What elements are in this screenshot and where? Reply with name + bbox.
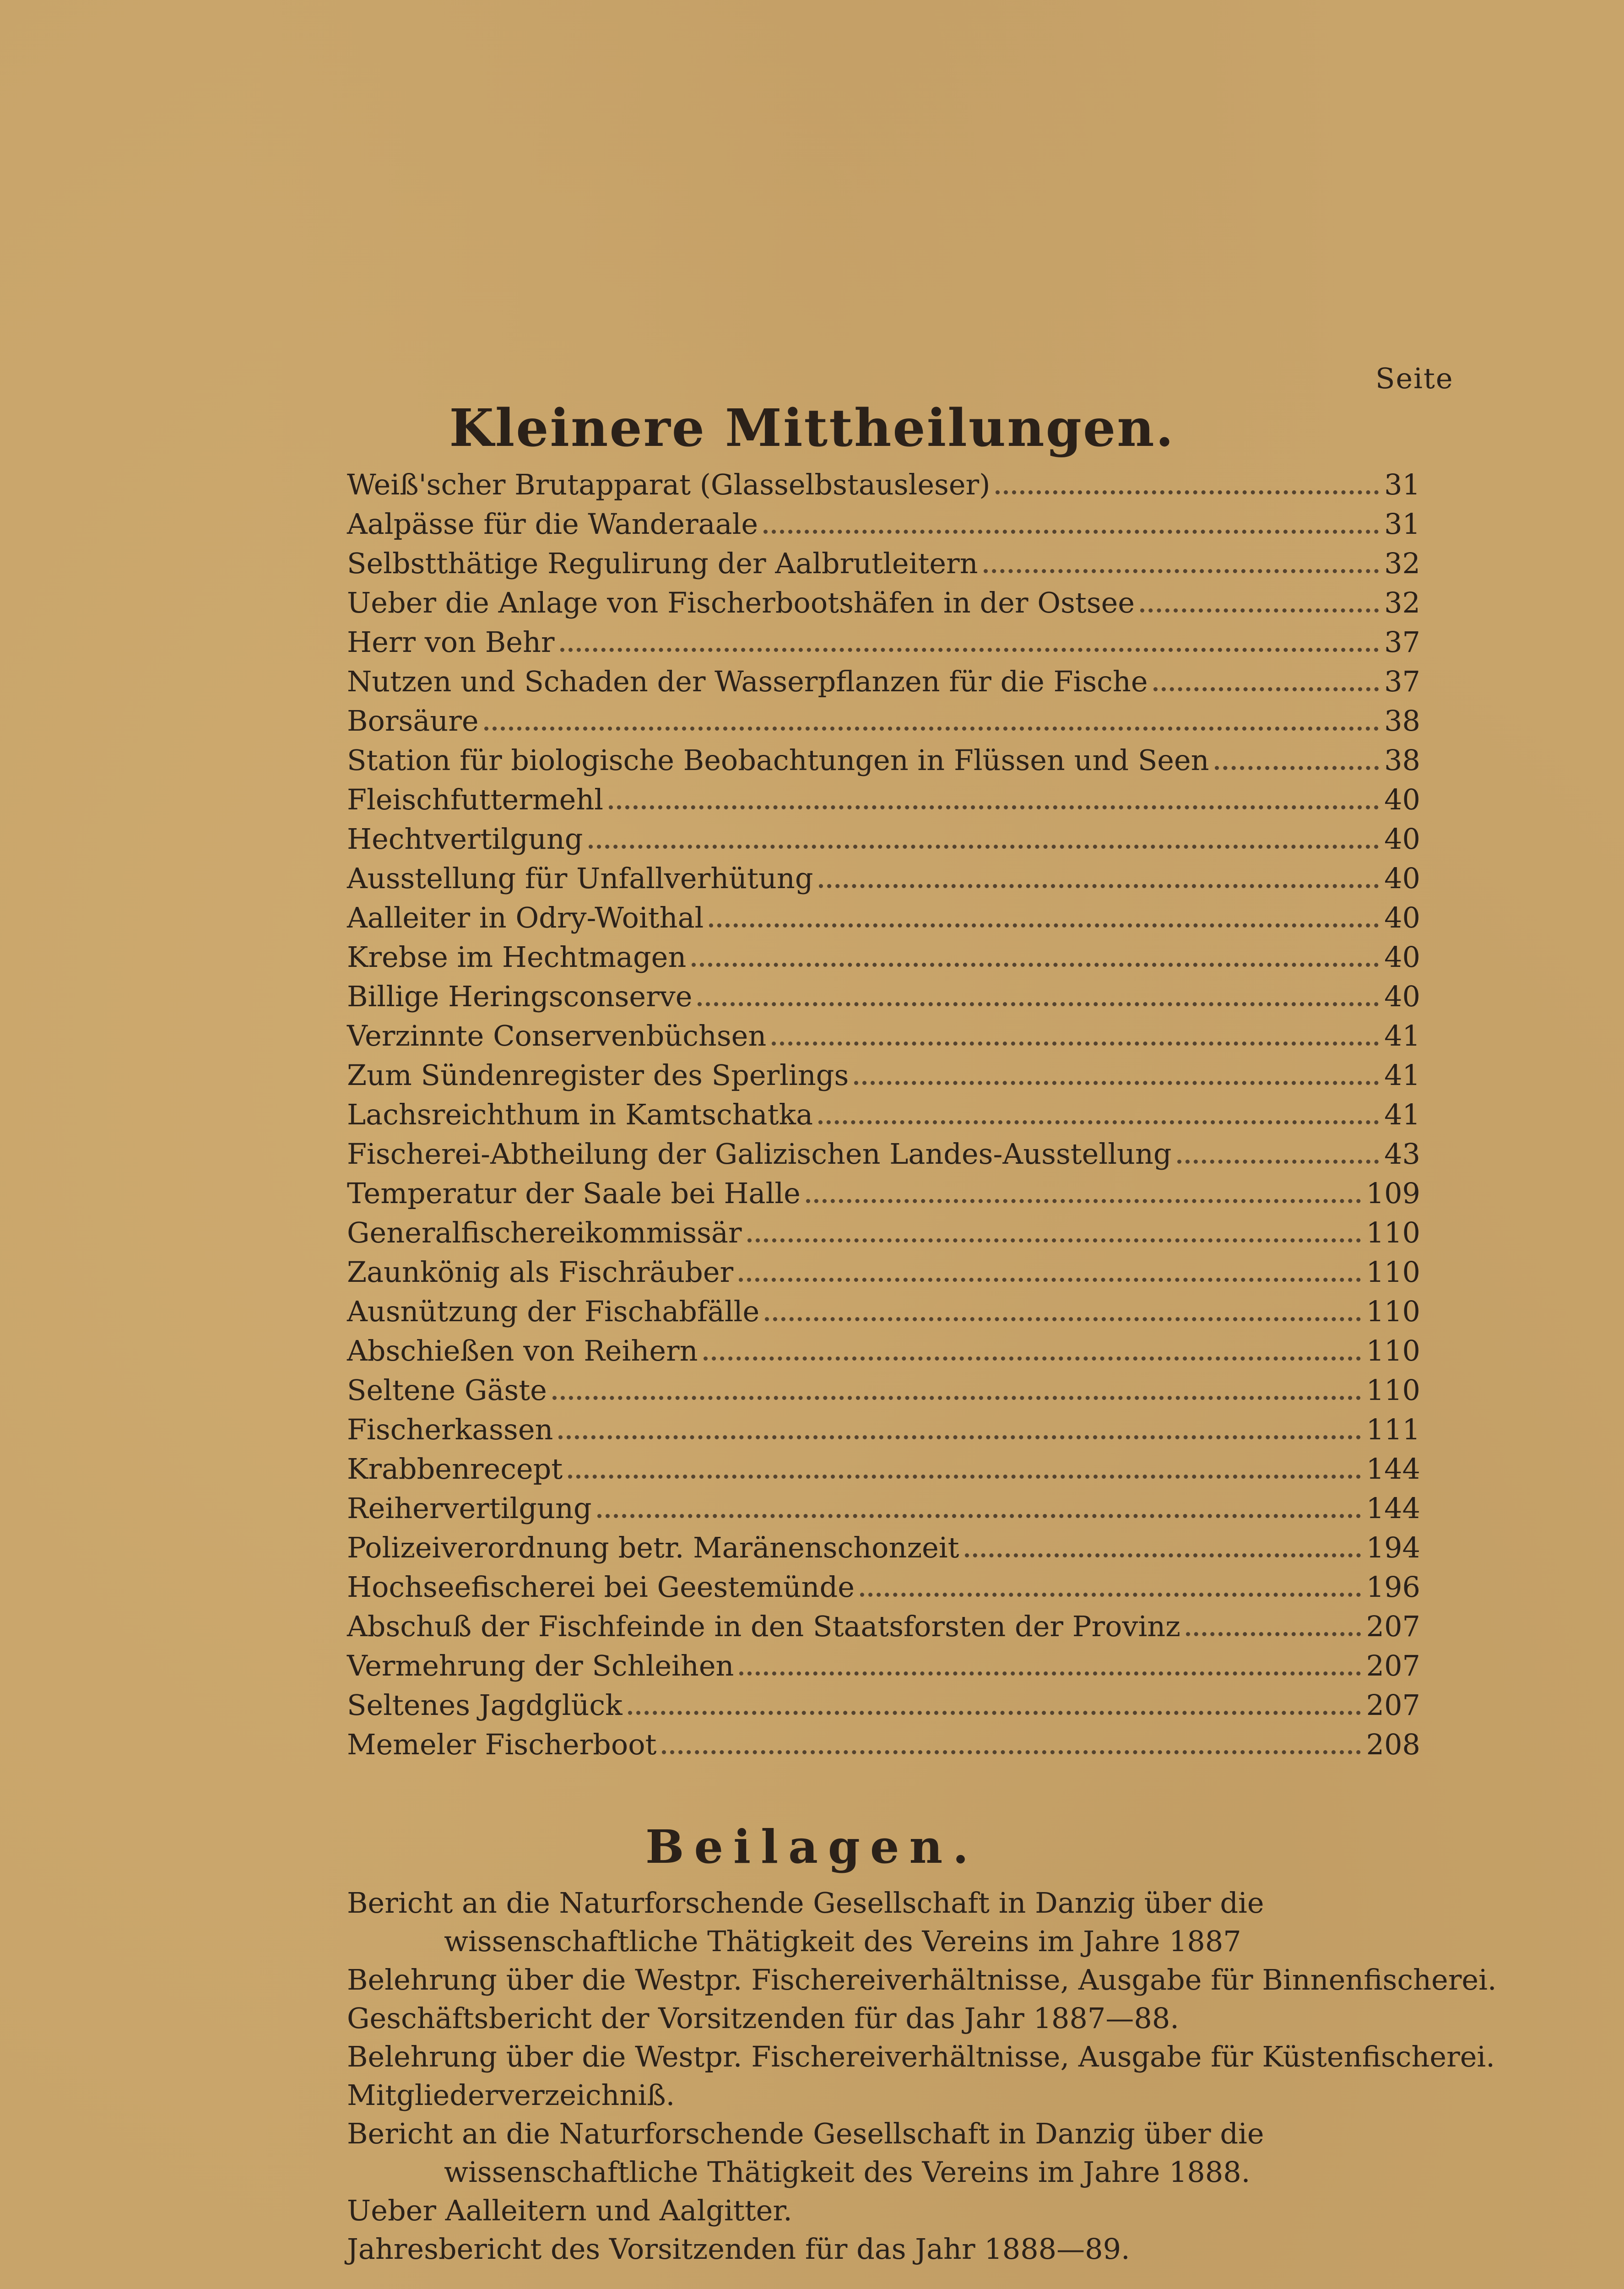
toc-entry-page: 144 [1366, 1452, 1420, 1486]
dot-leader [709, 923, 1379, 928]
toc-entry-page: 40 [1384, 980, 1420, 1013]
toc-entry-title: Ausstellung für Unfallverhütung [347, 862, 813, 895]
toc-entry-page: 40 [1384, 940, 1420, 974]
toc-entry-page: 37 [1384, 625, 1420, 659]
toc-entry-title: Memeler Fischerboot [347, 1728, 657, 1761]
toc-entry-page: 38 [1384, 743, 1420, 777]
toc-entry-title: Zum Sündenregister des Sperlings [347, 1058, 849, 1092]
table-of-contents [347, 465, 1420, 1764]
toc-entry [347, 662, 1420, 701]
toc-entry [347, 859, 1420, 898]
toc-entry-page: 208 [1366, 1728, 1420, 1761]
toc-entry [347, 1095, 1420, 1134]
toc-entry-page: 43 [1384, 1137, 1420, 1171]
toc-entry-page: 40 [1384, 822, 1420, 856]
toc-entry-title: Ueber die Anlage von Fischerbootshäfen in der Ostsee [347, 586, 1135, 619]
dot-leader [558, 1435, 1360, 1439]
dot-leader [854, 1081, 1379, 1085]
toc-entry [347, 1568, 1420, 1607]
dot-leader [589, 845, 1379, 849]
section-title-mittheilungen: Kleinere Mittheilungen. [449, 398, 1175, 458]
toc-entry-title: Ausnützung der Fischabfälle [347, 1295, 760, 1328]
toc-entry-title: Nutzen und Schaden der Wasserpflanzen für die Fische [347, 665, 1148, 698]
toc-entry-title: Weiß'scher Brutapparat (Glasselbstausleser) [347, 468, 991, 501]
toc-entry-title: Aalleiter in Odry-Woithal [347, 901, 704, 934]
toc-entry-title: Hochseefischerei bei Geestemünde [347, 1570, 855, 1604]
toc-entry-page: 110 [1366, 1373, 1420, 1407]
toc-entry-title: Abschuß der Fischfeinde in den Staatsforsten der Provinz [347, 1610, 1180, 1643]
dot-leader [772, 1041, 1379, 1046]
dot-leader [484, 727, 1379, 731]
toc-entry [347, 1331, 1420, 1371]
dot-leader [609, 805, 1379, 809]
toc-entry-page: 196 [1366, 1570, 1420, 1604]
toc-entry-title: Hechtvertilgung [347, 822, 583, 856]
toc-entry-title: Herr von Behr [347, 625, 555, 659]
toc-entry-title: Seltene Gäste [347, 1373, 547, 1407]
toc-entry [347, 504, 1420, 544]
toc-entry [347, 1134, 1420, 1174]
supplement-item: Belehrung über die Westpr. Fischereiverhältnisse, Ausgabe für Binnenfischerei. [347, 1963, 1497, 1996]
toc-entry-page: 31 [1384, 468, 1420, 501]
toc-entry-title: Generalfischereikommissär [347, 1216, 742, 1249]
toc-entry-title: Borsäure [347, 704, 479, 738]
supplement-item: Jahresbericht des Vorsitzenden für das Jahr 1888—89. [347, 2232, 1130, 2266]
dot-leader [819, 884, 1379, 888]
toc-entry [347, 1292, 1420, 1331]
dot-leader [662, 1750, 1360, 1754]
toc-entry-page: 144 [1366, 1492, 1420, 1525]
toc-entry [347, 583, 1420, 623]
toc-entry [347, 819, 1420, 859]
toc-entry-page: 41 [1384, 1058, 1420, 1092]
dot-leader [765, 1317, 1360, 1321]
toc-entry-page: 110 [1366, 1295, 1420, 1328]
toc-entry [347, 1646, 1420, 1686]
toc-entry-title: Lachsreichthum in Kamtschatka [347, 1098, 813, 1131]
supplement-item: Belehrung über die Westpr. Fischereiverhältnisse, Ausgabe für Küstenfischerei. [347, 2040, 1495, 2073]
toc-entry [347, 1725, 1420, 1764]
dot-leader [965, 1553, 1361, 1557]
toc-entry-title: Seltenes Jagdglück [347, 1688, 623, 1722]
dot-leader [747, 1238, 1361, 1242]
dot-leader [860, 1593, 1361, 1597]
toc-entry-title: Fischerkassen [347, 1413, 553, 1446]
supplement-item: Ueber Aalleitern und Aalgitter. [347, 2194, 792, 2227]
toc-entry-title: Temperatur der Saale bei Halle [347, 1177, 801, 1210]
dot-leader [818, 1120, 1379, 1124]
dot-leader [763, 530, 1379, 534]
toc-entry [347, 1056, 1420, 1095]
toc-entry-page: 110 [1366, 1255, 1420, 1289]
toc-entry-page: 38 [1384, 704, 1420, 738]
toc-entry [347, 465, 1420, 504]
supplements-list [347, 1884, 1519, 2268]
supplement-item: Geschäftsbericht der Vorsitzenden für das Jahr 1887—88. [347, 2002, 1179, 2035]
dot-leader [560, 648, 1379, 652]
toc-entry-page: 207 [1366, 1688, 1420, 1722]
toc-entry-page: 37 [1384, 665, 1420, 698]
toc-entry-title: Krebse im Hechtmagen [347, 940, 687, 974]
toc-entry [347, 1410, 1420, 1449]
toc-entry [347, 1371, 1420, 1410]
toc-entry-title: Aalpässe für die Wanderaale [347, 507, 758, 541]
toc-entry [347, 1213, 1420, 1253]
toc-entry [347, 1528, 1420, 1568]
toc-entry-page: 40 [1384, 862, 1420, 895]
toc-entry [347, 1253, 1420, 1292]
toc-entry [347, 938, 1420, 977]
section-title-beilagen: Beilagen. [645, 1820, 979, 1874]
dot-leader [1153, 687, 1379, 691]
toc-entry-page: 40 [1384, 783, 1420, 816]
toc-entry [347, 1174, 1420, 1213]
dot-leader [1215, 766, 1379, 770]
supplement-item: Bericht an die Naturforschende Gesellschaft in Danzig über die wissenschaftliche Thätigkeit des Vereins im Jahre 1888. [347, 2117, 1264, 2189]
toc-entry-title: Station für biologische Beobachtungen in Flüssen und Seen [347, 743, 1209, 777]
toc-entry-title: Zaunkönig als Fischräuber [347, 1255, 734, 1289]
toc-entry [347, 1016, 1420, 1056]
dot-leader [568, 1475, 1360, 1479]
dot-leader [1186, 1632, 1361, 1636]
dot-leader [692, 963, 1379, 967]
toc-entry [347, 977, 1420, 1016]
toc-entry-title: Fleischfuttermehl [347, 783, 604, 816]
toc-entry-title: Vermehrung der Schleihen [347, 1649, 734, 1682]
toc-entry [347, 741, 1420, 780]
toc-entry-page: 41 [1384, 1019, 1420, 1052]
toc-entry-title: Polizeiverordnung betr. Maränenschonzeit [347, 1531, 959, 1564]
dot-leader [597, 1514, 1361, 1518]
toc-entry-page: 111 [1366, 1413, 1420, 1446]
toc-entry-page: 207 [1366, 1649, 1420, 1682]
toc-entry-title: Fischerei-Abtheilung der Galizischen Landes-Ausstellung [347, 1137, 1172, 1171]
toc-entry [347, 544, 1420, 583]
dot-leader [806, 1199, 1361, 1203]
dot-leader [628, 1711, 1361, 1715]
toc-entry-page: 207 [1366, 1610, 1420, 1643]
toc-entry-page: 41 [1384, 1098, 1420, 1131]
toc-entry-page: 31 [1384, 507, 1420, 541]
dot-leader [984, 569, 1379, 573]
toc-entry-page: 32 [1384, 586, 1420, 619]
dot-leader [698, 1002, 1379, 1006]
dot-leader [1177, 1160, 1379, 1164]
toc-entry-title: Krabbenrecept [347, 1452, 563, 1486]
toc-entry-page: 32 [1384, 547, 1420, 580]
toc-entry-page: 109 [1366, 1177, 1420, 1210]
supplement-item: Mitgliederverzeichniß. [347, 2078, 675, 2112]
toc-entry [347, 1686, 1420, 1725]
dot-leader [996, 490, 1379, 494]
toc-entry [347, 1449, 1420, 1489]
toc-entry [347, 1489, 1420, 1528]
toc-entry-title: Abschießen von Reihern [347, 1334, 698, 1367]
toc-entry-page: 110 [1366, 1334, 1420, 1367]
toc-entry [347, 701, 1420, 741]
toc-entry-title: Verzinnte Conservenbüchsen [347, 1019, 767, 1052]
toc-entry [347, 780, 1420, 819]
toc-entry-title: Billige Heringsconserve [347, 980, 693, 1013]
toc-entry [347, 1607, 1420, 1646]
toc-entry-title: Selbstthätige Regulirung der Aalbrutleitern [347, 547, 978, 580]
dot-leader [739, 1671, 1360, 1676]
toc-entry-page: 194 [1366, 1531, 1420, 1564]
toc-entry [347, 623, 1420, 662]
toc-entry-page: 40 [1384, 901, 1420, 934]
toc-entry [347, 898, 1420, 938]
dot-leader [552, 1396, 1361, 1400]
page-column-label: Seite [1375, 362, 1454, 395]
supplement-item: Bericht an die Naturforschende Gesellschaft in Danzig über die wissenschaftliche Thätigkeit des Vereins im Jahre 1887 [347, 1886, 1264, 1958]
dot-leader [704, 1356, 1361, 1361]
dot-leader [739, 1278, 1361, 1282]
toc-entry-title: Reihervertilgung [347, 1492, 592, 1525]
dot-leader [1140, 608, 1379, 613]
toc-entry-page: 110 [1366, 1216, 1420, 1249]
